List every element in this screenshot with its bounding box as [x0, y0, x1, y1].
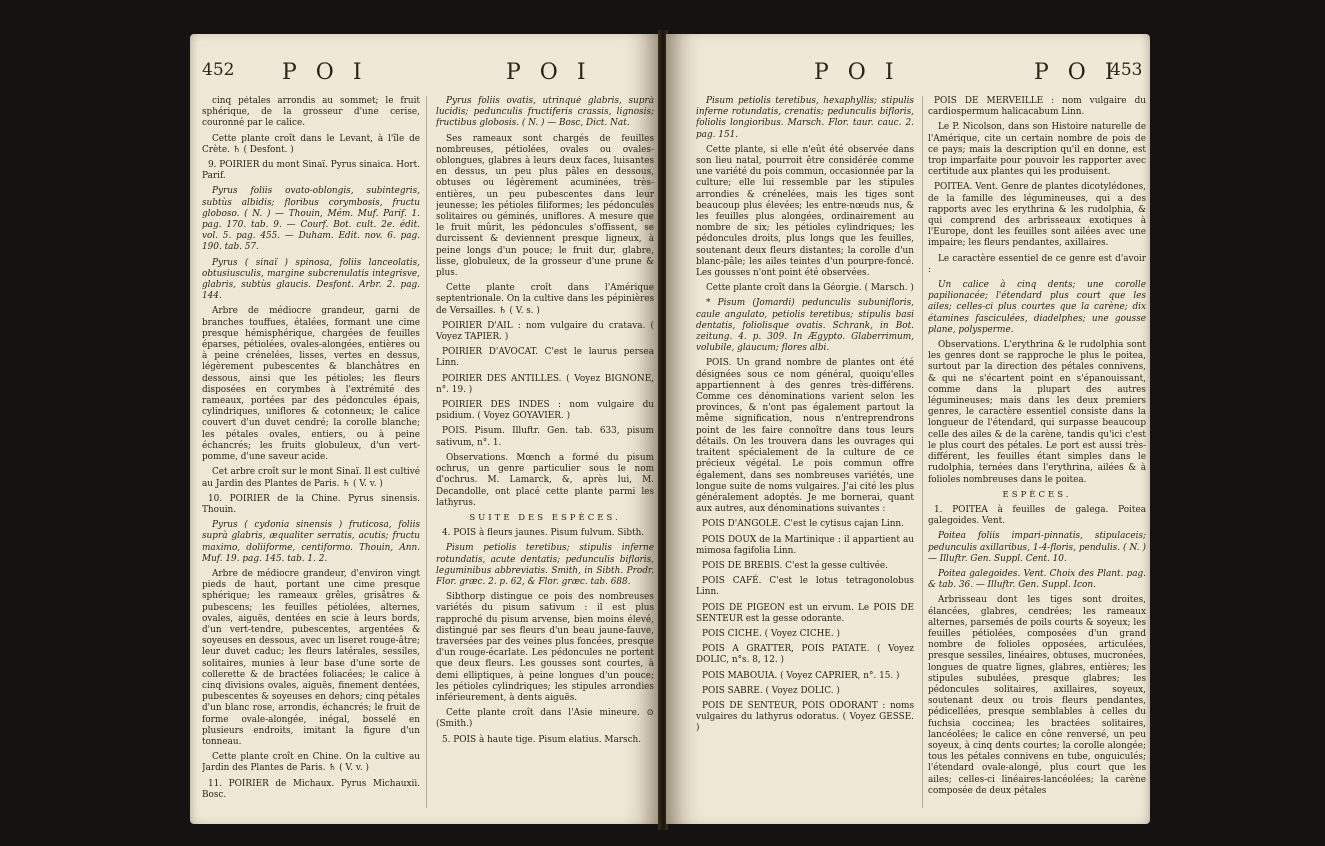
paragraph: Arbre de médiocre grandeur, d'environ vingt pieds de haut, portant une cime presque sphérique; les rameaux grêles, grisâtres & pubescens; les feuilles pétiolées, alternes, ovales, aiguës, dentées en scie à leurs bords, d'un vert-tendre, pubescentes, argentées & soyeuses en dessous, avec un liseret rouge-âtre; leur duvet caduc; les fleurs latérales, sessiles, solitaires, munies à leur base d'une sorte de collerette & de bractées foliacées; le calice à cinq divisions ovales, aiguës, finement dentées, pubescentes & soyeuses en dehors; cinq pétales d'un blanc rose, arrondis, échancrés; le fruit de forme ovale-alongée, inégal, bosselé en plusieurs endroits, imitant la figure d'un tonneau.	[202, 568, 420, 747]
dictionary-entry: POIRIER D'AVOCAT. C'est le laurus persea Linn.	[436, 347, 654, 369]
dictionary-entry: POIS DE PIGEON est un ervum. Le POIS DE SENTEUR est la gesse odorante.	[696, 602, 914, 624]
paragraph: Poitea galegoides. Vent. Choix des Plant. pag. & tab. 36. — Illuftr. Gen. Suppl. Icon.	[928, 568, 1146, 591]
left-page-header	[190, 60, 660, 90]
paragraph: * Pisum (Jomardi) pedunculis subunifloris, caule angulato, petiolis teretibus; stipulis basi dentatis, foliolisque ovatis. Schrank, in Bot. zeitung. 4. p. 309. In Ægypto. Glaberrimum, volubile, glaucum; flores albi.	[696, 298, 914, 354]
left-page-column-2	[436, 96, 654, 816]
section-heading: ESPÈCES.	[1002, 489, 1072, 500]
dictionary-entry: POITEA. Vent. Genre de plantes dicotylédones, de la famille des légumineuses, qui a des rapports avec les erythrina & les rudolphia, & qui comprend des arbrisseaux exotiques à l'Europe, dont les feuilles sont ailées avec une impaire; les fleurs pendantes, axillaires.	[928, 182, 1146, 249]
paragraph: Arbrisseau dont les tiges sont droites, élancées, glabres, cendrées; les rameaux alternes, parsemés de poils courts & soyeux; les feuilles pétiolées, composées d'un grand nombre de folioles opposées, articulées, presque sessiles, linéaires, obtuses, mucronées, longues de quatre lignes, glabres, entières; les stipules subulées, presque glabres; les pédoncules solitaires, axillaires, soyeux, soutenant deux ou trois fleurs pendantes, pédicellées, presque semblables à celles du fuchsia coccinea; les bractées solitaires, lancéolées; le calice en cône renversé, un peu soyeux, à cinq dents courtes; la corolle alongée; tous les pétales connivens en tube, onguiculés; l'étendard ovale-alongé, plus court que les ailes; celles-ci linéaires-lancéolées; la carène composée de deux pétales	[928, 595, 1146, 796]
left-page	[190, 34, 660, 824]
page-number-left: 452	[202, 60, 235, 80]
running-head-right-col1: P O I	[814, 60, 900, 85]
dictionary-entry: 10. POIRIER de la Chine. Pyrus sinensis. Thouin.	[202, 493, 420, 515]
dictionary-entry: POIRIER DES ANTILLES. ( Voyez BIGNONE, n°. 19. )	[436, 373, 654, 395]
running-head-left-col1: P O I	[282, 60, 368, 85]
paragraph: Cette plante, si elle n'eût été observée dans son lieu natal, pourroit être considérée comme une variété du pois commun, occasionnée par la culture; elle lui ressemble par les stipules arrondies & crénelées, mais les tiges sont beaucoup plus élevées; les entre-nœuds nus, & les feuilles plus alongées, ordinairement au nombre de six; les pétioles cylindriques; les pédoncules droits, plus longs que les feuilles, soutenant deux fleurs distantes; la corolle d'un blanc-pâle; les ailes teintes d'un pourpre-foncé. Les gousses n'ont point été observées.	[696, 144, 914, 279]
dictionary-entry: POIS CAFÉ. C'est le lotus tetragonolobus Linn.	[696, 576, 914, 598]
paragraph: Pyrus ( sinaï ) spinosa, foliis lanceolatis, obtusiusculis, margine subcrenulatis integrisve, glabris, subtùs glaucis. Desfont. Arbr. 2. pag. 144.	[202, 257, 420, 302]
right-page	[666, 34, 1150, 824]
running-head-left-col2: P O I	[506, 60, 592, 85]
paragraph: Cet arbre croît sur le mont Sinaï. Il est cultivé au Jardin des Plantes de Paris. ♄ ( V. v. )	[202, 467, 420, 489]
paragraph: Le P. Nicolson, dans son Histoire naturelle de l'Amérique, cite un certain nombre de pois de ce pays; mais la description qu'il en donne, est trop imparfaite pour pouvoir les rapporter avec certitude aux plantes qui les produisent.	[928, 122, 1146, 178]
paragraph: Cette plante croît dans l'Asie mineure. ⊙ (Smith.)	[436, 708, 654, 730]
paragraph: Observations. Mœnch a formé du pisum ochrus, un genre particulier sous le nom d'ochrus. M. Lamarck, &, après lui, M. Decandolle, ont placé cette plante parmi les lathyrus.	[436, 452, 654, 508]
paragraph: Pyrus ( cydonia sinensis ) fruticosa, foliis suprà glabris, æqualiter serratis, acutis; fructu maximo, doliiforme, centiformo. Thouin, Ann. Muf. 19. pag. 145. tab. 1. 2.	[202, 520, 420, 564]
right-page-column-2	[928, 96, 1146, 816]
paragraph: Pyrus foliis ovato-oblongis, subintegris, subtùs albidis; floribus corymbosis, fructu globoso. ( N. ) — Thouin, Mém. Muf. Parif. 1. pag. 170. tab. 9. — Courf. Bot. cult. 2e. édit. vol. 5. pag. 455. — Duham. Edit. nov. 6. pag. 190. tab. 57.	[202, 186, 420, 253]
section-heading: SUITE DES ESPÈCES.	[469, 512, 621, 523]
dictionary-entry: POIS SABRE. ( Voyez DOLIC. )	[702, 685, 840, 696]
paragraph: Cette plante croît en Chine. On la cultive au Jardin des Plantes de Paris. ♄ ( V. v. )	[202, 752, 420, 774]
dictionary-entry: POIS DE SENTEUR, POIS ODORANT : noms vulgaires du lathyrus odoratus. ( Voyez GESSE. )	[696, 700, 914, 734]
dictionary-entry: 5. POIS à haute tige. Pisum elatius. Marsch.	[442, 734, 642, 745]
running-head-right-col2: P O I	[1034, 60, 1120, 85]
dictionary-entry: 9. POIRIER du mont Sinaï. Pyrus sinaica. Hort. Parif.	[202, 160, 420, 182]
paragraph: Le caractère essentiel de ce genre est d'avoir :	[928, 253, 1146, 275]
dictionary-entry: POIS DE MERVEILLE : nom vulgaire du cardiospermum halicacabum Linn.	[928, 96, 1146, 118]
page-number-right: 453	[1110, 60, 1143, 80]
dictionary-entry: POIS A GRATTER, POIS PATATE. ( Voyez DOLIC, n°s. 8, 12. )	[696, 644, 914, 666]
paragraph: Poitea foliis impari-pinnatis, stipulaceis; pedunculis axillaribus, 1-4-floris, pendulis. ( N. ) — Illuftr. Gen. Suppl. Cent. 10.	[928, 531, 1146, 564]
paragraph: Observations. L'erythrina & le rudolphia sont les genres dont se rapproche le plus le poitea, surtout par la direction des pétales connivens, & qui ne s'écartent point en s'épanouissant, comme dans la plupart des autres légumineuses; mais dans les deux premiers genres, le caractère essentiel consiste dans la longueur de l'étendard, qui surpasse beaucoup celle des ailes & de la carène, tandis qu'ici c'est le plus court des pétales. Le port est aussi très-différent, les feuilles étant simples dans le rudolphia, ternées dans l'erythrina, ailées & à folioles nombreuses dans le poitea.	[928, 340, 1146, 485]
paragraph: Arbre de médiocre grandeur, garni de branches touffues, étalées, formant une cime presque hémisphérique, chargées de feuilles éparses, pétiolées, ovales-alongées, entières ou à peine crénelées, lisses, vertes en dessus, légèrement pubescentes & blanchâtres en dessous, ainsi que les pétioles; les fleurs disposées en corymbes à l'extrémité des rameaux, portées par des pédoncules épais, cylindriques, uniflores & cotonneux; le calice couvert d'un duvet cendré; la corolle blanche; les pétales ovales, entiers, ou à peine échancrés; les fruits globuleux, d'un vert-pomme, d'une saveur acide.	[202, 306, 420, 463]
paragraph: Cette plante croît dans la Géorgie. ( Marsch. )	[706, 283, 914, 294]
dictionary-entry: 1. POITEA à feuilles de galega. Poitea galegoides. Vent.	[928, 504, 1146, 527]
paragraph: Pisum petiolis teretibus, hexaphyllis; stipulis inferne rotundatis, crenatis; pedunculis bifloris, foliolis longioribus. Marsch. Flor. taur. cauc. 2. pag. 151.	[696, 96, 914, 140]
paragraph: Un calice à cinq dents; une corolle papilionacée; l'étendard plus court que les ailes; celles-ci plus courtes que la carène; dix étamines fasciculées, diadelphes; une gousse plane, polysperme.	[928, 280, 1146, 335]
dictionary-entry: 11. POIRIER de Michaux. Pyrus Michauxii. Bosc.	[202, 778, 420, 800]
paragraph: Sibthorp distingue ce pois des nombreuses variétés du pisum sativum : il est plus rapproché du pisum arvense, bien moins élevé, distingué par ses fleurs d'un beau jaune-fauve, traversées par des veines plus foncées, presque d'un rouge-écarlate. Les pédoncules ne portent que deux fleurs. Les gousses sont courtes, à demi elliptiques, à peine longues d'un pouce; les pétioles cylindriques; les stipules arrondies inférieurement, à dents aiguës.	[436, 592, 654, 703]
column-rule	[426, 96, 427, 808]
dictionary-entry: POIS CICHE. ( Voyez CICHE. )	[702, 628, 840, 639]
paragraph: Ses rameaux sont chargés de feuilles nombreuses, pétiolées, ovales ou ovales-oblongues, glabres à leurs deux faces, luisantes en dessus, un peu plus pâles en dessous, obtuses ou légèrement acuminées, très-entières, un peu pubescentes dans leur jeunesse; les pétioles filiformes; les pédoncules solitaires ou géminés, uniflores. A mesure que le fruit mûrit, les pédoncules s'offissent, se durcissent & deviennent presque ligneux, à peine longs d'un pouce; le fruit dur, glabre, lisse, globuleux, de la grosseur d'une prune & plus.	[436, 133, 654, 279]
paragraph: cinq pétales arrondis au sommet; le fruit sphérique, de la grosseur d'une cerise, couronné par le calice.	[202, 96, 420, 129]
paragraph: Cette plante croît dans l'Amérique septentrionale. On la cultive dans les pépinières de Versailles. ♄ ( V. s. )	[436, 283, 654, 316]
column-rule	[922, 96, 923, 808]
paragraph: POIS. Un grand nombre de plantes ont été désignées sous ce nom général, quoiqu'elles appartiennent à des genres très-différens. Comme ces dénominations varient selon les provinces, & n'ont pas également partout la même signification, nous n'entreprendrons point de les faire connoître dans tous leurs détails. On les trouvera dans les ouvrages qui traitent spécialement de la culture de ce précieux végétal. Le pois commun offre également, dans ses nombreuses variétés, une longue suite de noms vulgaires. J'ai cité les plus généralement adoptés. Je me bornerai, quant aux autres, aux dénominations suivantes :	[696, 358, 914, 515]
dictionary-entry: POIS. Pisum. Illuftr. Gen. tab. 633, pisum sativum, n°. 1.	[436, 426, 654, 448]
left-page-column-1	[202, 96, 420, 816]
dictionary-entry: POIS D'ANGOLE. C'est le cytisus cajan Linn.	[702, 519, 904, 530]
paragraph: Cette plante croît dans le Levant, à l'île de Crète. ♄ ( Desfont. )	[202, 133, 420, 155]
dictionary-entry: 4. POIS à fleurs jaunes. Pisum fulvum. Sibth.	[442, 528, 645, 539]
right-page-header	[666, 60, 1150, 90]
dictionary-entry: POIRIER D'AIL : nom vulgaire du cratava. ( Voyez TAPIER. )	[436, 320, 654, 343]
paragraph: Pisum petiolis teretibus; stipulis inferne rotundatis, acute dentatis; pedunculis bifloris, leguminibus abbreviatis. Smith, in Sibth. Prodr. Flor. græc. 2. p. 62, & Flor. græc. tab. 688.	[436, 543, 654, 587]
dictionary-entry: POIS DOUX de la Martinique : il appartient au mimosa fagifolia Linn.	[696, 534, 914, 556]
dictionary-entry: POIS MABOUIA. ( Voyez CAPRIER, n°. 15. )	[702, 670, 900, 681]
dictionary-entry: POIRIER DES INDES : nom vulgaire du psidium. ( Voyez GOYAVIER. )	[436, 400, 654, 422]
paragraph: Pyrus foliis ovatis, utrinquè glabris, suprà lucidis; pedunculis fructiferis crassis, lignosis; fructibus globosis. ( N. ) — Bosc, Dict. Nat.	[436, 96, 654, 129]
dictionary-entry: POIS DE BREBIS. C'est la gesse cultivée.	[702, 560, 888, 571]
right-page-column-1	[696, 96, 914, 816]
